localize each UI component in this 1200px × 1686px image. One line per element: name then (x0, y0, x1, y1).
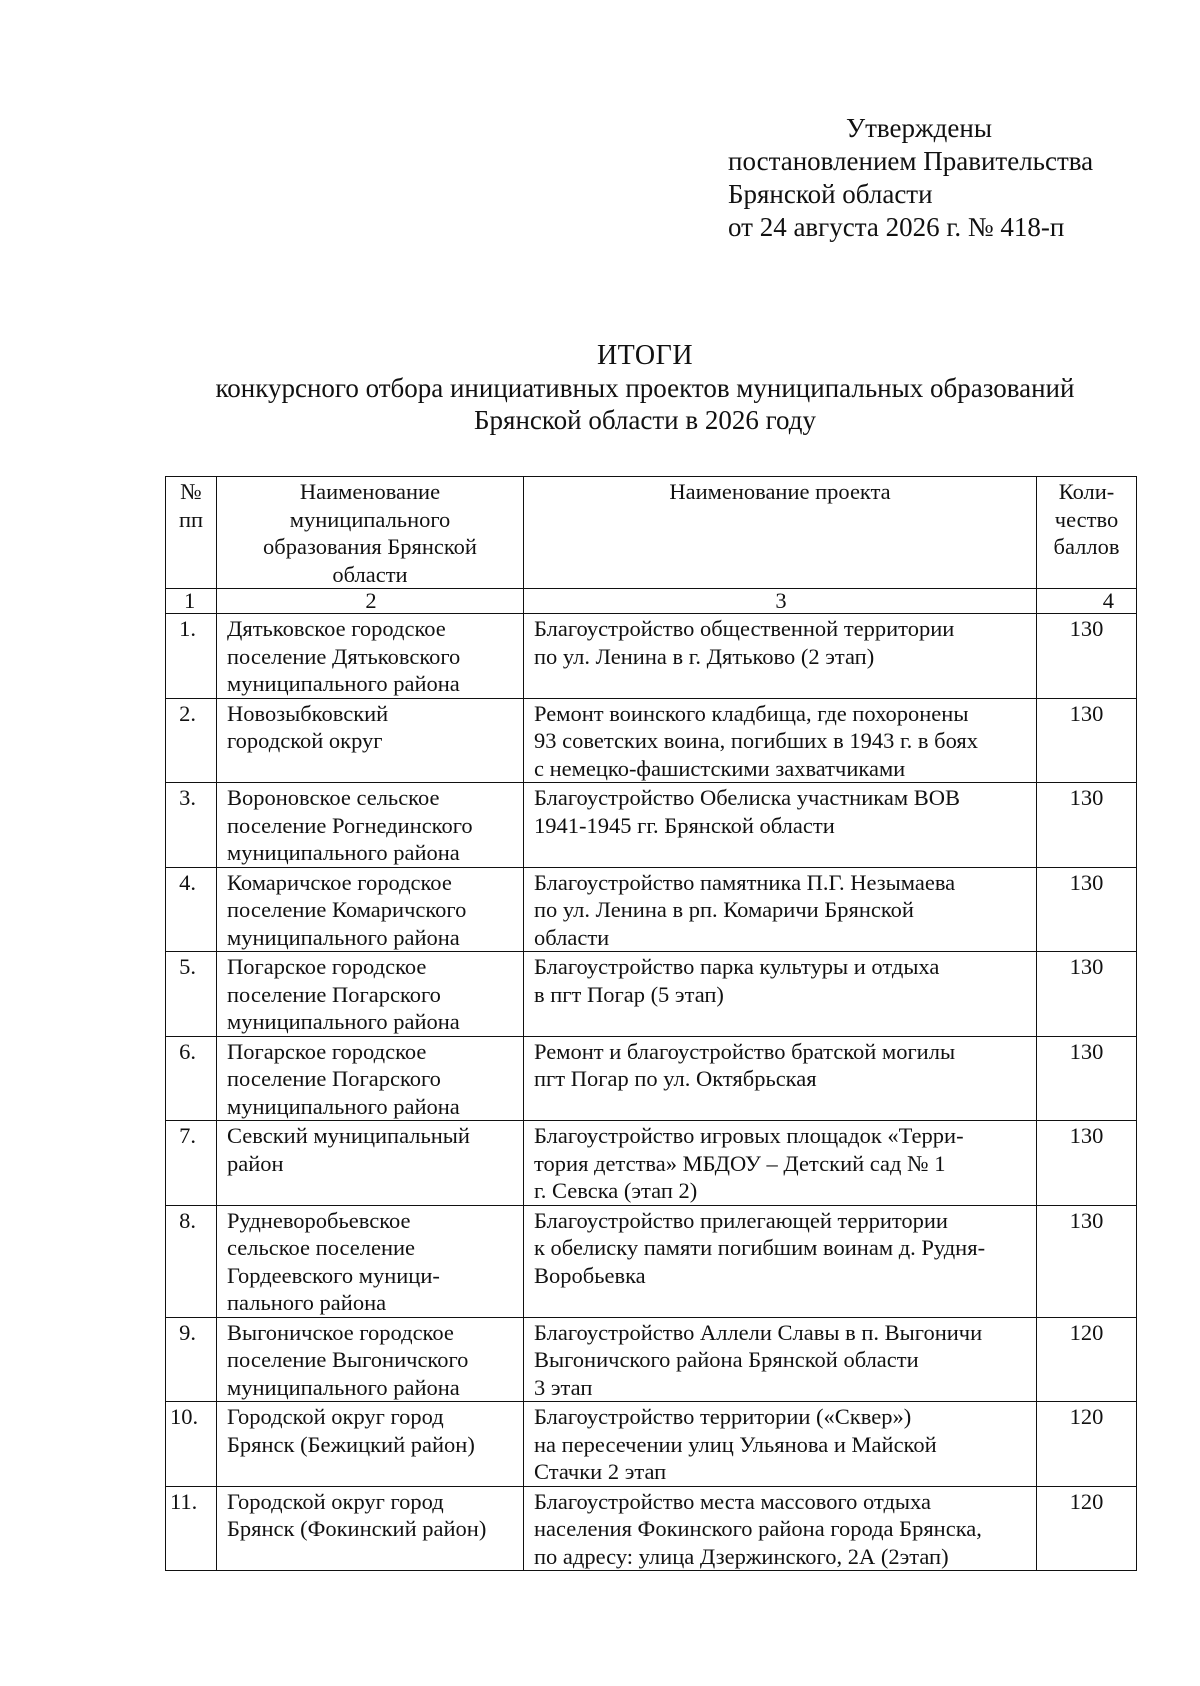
row-number: 6. (166, 1036, 217, 1121)
cell-line: с немецко-фашистскими захватчиками (534, 755, 906, 781)
cell-line: Выгоничское городское (227, 1319, 454, 1345)
table-row (166, 698, 1137, 783)
cell-line: Погарское городское (227, 1038, 427, 1064)
row-number: 11. (166, 1486, 217, 1571)
row-municipality (217, 614, 524, 699)
cell-line: Брянск (Бежицкий район) (227, 1431, 475, 1457)
cell-line: поселение Дятьковского (227, 643, 461, 669)
row-project (524, 1205, 1037, 1317)
results-table (165, 476, 1137, 1571)
row-number: 1. (166, 614, 217, 699)
cell-line: район (227, 1150, 284, 1176)
approval-line-approved: Утверждены (846, 113, 992, 143)
cell-line: Рудневоробьевское (227, 1207, 411, 1233)
cell-line: пгт Погар по ул. Октябрьская (534, 1066, 817, 1091)
cell-line: на пересечении улиц Ульянова и Майской (534, 1431, 937, 1457)
row-score: 130 (1037, 1036, 1137, 1121)
cell-line: 1941-1945 гг. Брянской области (534, 812, 835, 838)
row-project (524, 1121, 1037, 1206)
cell-line: населения Фокинского района города Брянска, (534, 1516, 982, 1541)
cell-line: тория детства» МБДОУ – Детский сад № 1 (534, 1150, 946, 1176)
row-number: 2. (166, 698, 217, 783)
cell-line: муниципального района (227, 840, 460, 865)
table-row (166, 1036, 1137, 1121)
row-score: 120 (1037, 1402, 1137, 1487)
cell-line: Городской округ город (227, 1404, 444, 1429)
cell-line: муниципального района (227, 1374, 460, 1400)
row-score: 130 (1037, 698, 1137, 783)
row-score: 130 (1037, 867, 1137, 952)
cell-line: Благоустройство парка культуры и отдыха (534, 954, 940, 979)
approval-line-decree: постановлением Правительства (728, 146, 1094, 176)
cell-line: Благоустройство Аллели Славы в п. Выгоничи (534, 1319, 983, 1345)
cell-line: чество (1054, 506, 1119, 532)
cell-line: Городской округ город (227, 1488, 444, 1514)
cell-line: муниципального района (227, 924, 460, 950)
cell-line: Благоустройство места массового отдыха (534, 1488, 931, 1514)
title-line-1: конкурсного отбора инициативных проектов муниципальных образований (215, 373, 1075, 403)
cell-line: баллов (1053, 534, 1120, 559)
table-row (166, 1402, 1137, 1487)
cell-line: области (332, 561, 408, 587)
row-municipality (217, 867, 524, 952)
table-row (166, 614, 1137, 699)
cell-line: по ул. Ленина в г. Дятьково (2 этап) (534, 643, 875, 669)
cell-line: к обелиску памяти погибшим воинам д. Рудня- (534, 1235, 986, 1260)
column-number-1: 1 (166, 589, 217, 614)
cell-line: Ремонт воинского кладбища, где похоронены (534, 700, 969, 726)
title-main: ИТОГИ (596, 340, 694, 371)
document-title (0, 340, 1200, 436)
cell-line: Наименование проекта (669, 479, 891, 504)
cell-line: Благоустройство территории («Сквер») (534, 1404, 912, 1429)
row-project (524, 1402, 1037, 1487)
cell-line: Севский муниципальный (227, 1123, 470, 1148)
row-number: 7. (166, 1121, 217, 1206)
header-num (166, 477, 217, 589)
row-score: 130 (1037, 614, 1137, 699)
row-number: 5. (166, 952, 217, 1037)
column-number-3: 3 (524, 589, 1037, 614)
cell-line: образования Брянской (263, 534, 477, 559)
cell-line: Дятьковское городское (227, 616, 446, 641)
row-number: 10. (166, 1402, 217, 1487)
approval-line-date-number: от 24 августа 2026 г. № 418-п (728, 212, 1065, 242)
row-municipality (217, 1486, 524, 1571)
row-score: 130 (1037, 1121, 1137, 1206)
cell-line: поселение Выгоничского (227, 1347, 469, 1372)
cell-line: Брянск (Фокинский район) (227, 1516, 487, 1541)
header-project (524, 477, 1037, 589)
cell-line: поселение Комаричского (227, 897, 467, 922)
column-number-2: 2 (217, 589, 524, 614)
cell-line: Благоустройство прилегающей территории (534, 1207, 948, 1233)
cell-line: Погарское городское (227, 954, 427, 979)
cell-line: поселение Погарского (227, 981, 441, 1007)
cell-line: муниципального района (227, 671, 460, 696)
row-municipality (217, 1205, 524, 1317)
cell-line: поселение Рогнединского (227, 812, 473, 838)
column-number-row (166, 589, 1137, 614)
row-project (524, 1486, 1037, 1571)
cell-line: Ремонт и благоустройство братской могилы (534, 1038, 956, 1064)
row-project (524, 698, 1037, 783)
row-project (524, 867, 1037, 952)
table-row (166, 1317, 1137, 1402)
cell-line: муниципального района (227, 1009, 460, 1034)
cell-line: Гордеевского муници- (227, 1262, 440, 1288)
row-number: 4. (166, 867, 217, 952)
cell-line: Благоустройство Обелиска участникам ВОВ (534, 785, 960, 810)
row-score: 130 (1037, 952, 1137, 1037)
row-municipality (217, 1402, 524, 1487)
cell-line: 3 этап (534, 1374, 593, 1400)
row-number: 9. (166, 1317, 217, 1402)
row-project (524, 1036, 1037, 1121)
cell-line: области (534, 924, 610, 950)
cell-line: Выгоничского района Брянской области (534, 1347, 919, 1372)
cell-line: Благоустройство памятника П.Г. Незымаева (534, 869, 956, 895)
row-municipality (217, 952, 524, 1037)
cell-line: по ул. Ленина в рп. Комаричи Брянской (534, 897, 914, 922)
header-municipality (217, 477, 524, 589)
cell-line: Коли- (1058, 479, 1115, 504)
cell-line: по адресу: улица Дзержинского, 2А (2этап) (534, 1543, 949, 1569)
table-row (166, 1205, 1137, 1317)
table-header-row (166, 477, 1137, 589)
row-number: 3. (166, 783, 217, 868)
cell-line: в пгт Погар (5 этап) (534, 981, 724, 1007)
title-line-2: Брянской области в 2026 году (474, 405, 816, 435)
cell-line: Комаричское городское (227, 869, 452, 895)
cell-line: г. Севска (этап 2) (534, 1178, 698, 1203)
table-row (166, 1486, 1137, 1571)
table-row (166, 952, 1137, 1037)
cell-line: муниципального (289, 506, 451, 532)
header-score (1037, 477, 1137, 589)
cell-line: Стачки 2 этап (534, 1459, 667, 1484)
cell-line: 93 советских воина, погибших в 1943 г. в боях (534, 728, 979, 753)
approval-block (728, 112, 1093, 244)
row-municipality (217, 698, 524, 783)
table-row (166, 867, 1137, 952)
cell-line: Благоустройство общественной территории (534, 616, 955, 641)
row-project (524, 783, 1037, 868)
cell-line: городской округ (227, 728, 383, 753)
cell-line: Наименование (299, 479, 441, 504)
row-score: 130 (1037, 783, 1137, 868)
row-project (524, 614, 1037, 699)
approval-line-region: Брянской области (728, 179, 933, 209)
cell-line: сельское поселение (227, 1235, 416, 1260)
row-number: 8. (166, 1205, 217, 1317)
cell-line: пального района (227, 1290, 387, 1315)
cell-line: муниципального района (227, 1093, 460, 1119)
cell-line: Благоустройство игровых площадок «Терри- (534, 1123, 964, 1148)
cell-line: Воробьевка (534, 1262, 646, 1288)
cell-line: Новозыбковский (227, 700, 389, 726)
cell-line: пп (178, 506, 204, 532)
table-row (166, 1121, 1137, 1206)
column-number-4: 4 (1037, 589, 1137, 614)
cell-line: поселение Погарского (227, 1066, 441, 1091)
row-municipality (217, 1121, 524, 1206)
cell-line: Вороновское сельское (227, 785, 440, 810)
table-row (166, 783, 1137, 868)
row-score: 130 (1037, 1205, 1137, 1317)
row-municipality (217, 783, 524, 868)
row-score: 120 (1037, 1317, 1137, 1402)
row-municipality (217, 1317, 524, 1402)
row-score: 120 (1037, 1486, 1137, 1571)
cell-line: № (180, 479, 202, 504)
row-project (524, 952, 1037, 1037)
row-municipality (217, 1036, 524, 1121)
row-project (524, 1317, 1037, 1402)
